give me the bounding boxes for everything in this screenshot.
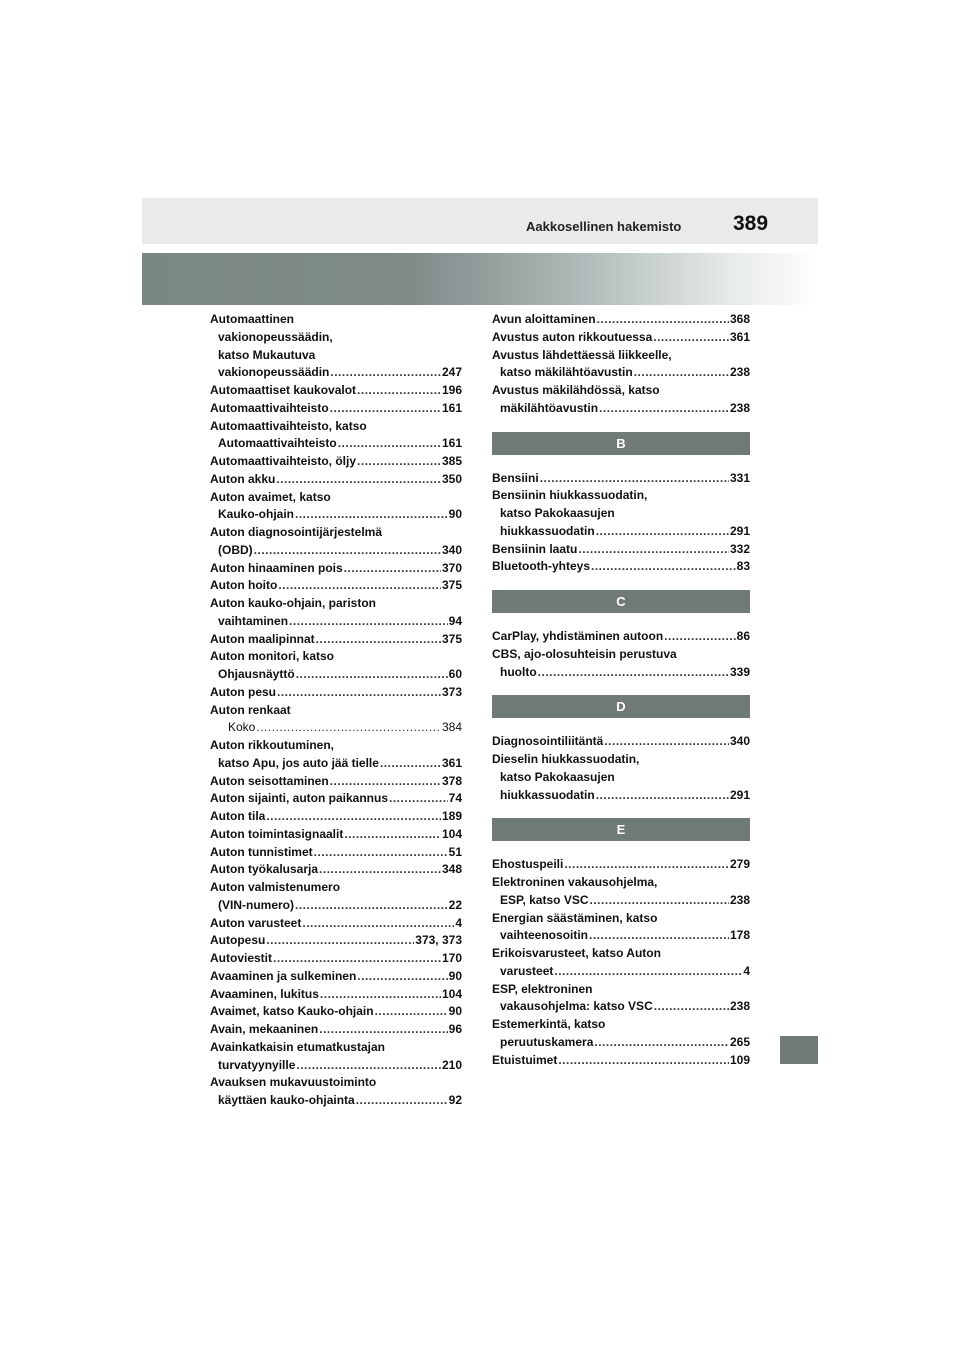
- dot-leader: [589, 927, 729, 945]
- entry-term: Koko: [228, 720, 256, 735]
- entry-term: Automaattiset kaukovalot: [210, 383, 357, 397]
- index-entry: [210, 968, 462, 986]
- entry-line: [492, 470, 750, 488]
- index-entry: [492, 470, 750, 488]
- entry-term: Avustus auton rikkoutuessa: [492, 329, 653, 344]
- entry-term: Etuistuimet: [492, 1052, 558, 1067]
- entry-term: Auton akku: [210, 471, 276, 486]
- letter-heading: B: [492, 432, 750, 455]
- dot-leader: [558, 1052, 729, 1070]
- entry-term: Ehostuspeili: [492, 857, 564, 872]
- index-entry: [210, 595, 462, 631]
- entry-page-ref: 361: [441, 755, 462, 770]
- index-entry: [492, 733, 750, 751]
- entry-line: [492, 558, 750, 576]
- dot-leader: [357, 968, 447, 986]
- entry-line: [210, 719, 462, 737]
- entry-term: Auton tunnistimet: [210, 844, 313, 859]
- entry-page-ref: 96: [448, 1022, 462, 1036]
- entry-page-ref: 90: [448, 1004, 462, 1019]
- entry-term: hiukkassuodatin: [500, 523, 595, 538]
- index-entry: [210, 826, 462, 844]
- entry-line: [492, 787, 750, 805]
- letter-heading: C: [492, 590, 750, 613]
- entry-page-ref: 375: [441, 578, 462, 593]
- letter-heading: E: [492, 818, 750, 841]
- entry-line: [210, 861, 462, 879]
- dot-leader: [266, 932, 414, 950]
- index-entry: [210, 844, 462, 862]
- entry-term: Bensiini: [492, 470, 539, 485]
- entry-term: ESP, katso VSC: [500, 892, 589, 907]
- index-entry: [210, 684, 462, 702]
- index-entry: [210, 808, 462, 826]
- dot-leader: [590, 892, 729, 910]
- index-entry: [492, 382, 750, 418]
- entry-text: Avainkatkaisin etumatkustajan: [210, 1039, 385, 1054]
- entry-line: [210, 382, 462, 400]
- entry-term: varusteet: [500, 963, 554, 978]
- entry-line: [210, 542, 462, 560]
- dot-leader: [295, 897, 448, 915]
- entry-text: Avauksen mukavuustoiminto: [210, 1075, 377, 1090]
- index-entry: [210, 986, 462, 1004]
- entry-page-ref: 104: [441, 986, 462, 1001]
- entry-line: [492, 892, 750, 910]
- dot-leader: [596, 523, 729, 541]
- entry-term: Bensiinin laatu: [492, 541, 578, 556]
- entry-term: Autoviestit: [210, 951, 273, 965]
- entry-page-ref: 170: [441, 951, 462, 965]
- dot-leader: [319, 861, 441, 879]
- entry-line: [210, 684, 462, 702]
- entry-line: [492, 329, 750, 347]
- entry-term: (VIN-numero): [218, 897, 294, 912]
- index-column-left: [210, 311, 462, 1110]
- dot-leader: [256, 719, 441, 737]
- index-entry: [210, 400, 462, 418]
- index-entry: [492, 856, 750, 874]
- entry-term: Auton varusteet: [210, 915, 302, 930]
- dot-leader: [599, 400, 729, 418]
- entry-text: Auton rikkoutuminen,: [210, 738, 334, 752]
- dot-leader: [591, 558, 736, 576]
- index-entry: [492, 329, 750, 347]
- dot-leader: [254, 542, 441, 560]
- entry-line: [492, 628, 750, 646]
- entry-line: [492, 998, 750, 1016]
- dot-leader: [289, 613, 448, 631]
- index-entry: [492, 541, 750, 559]
- entry-page-ref: 4: [455, 915, 462, 930]
- entry-page-ref: 291: [729, 787, 750, 802]
- entry-page-ref: 339: [729, 664, 750, 679]
- letter-heading: D: [492, 695, 750, 718]
- index-entry: [492, 558, 750, 576]
- dot-leader: [356, 1092, 448, 1110]
- entry-page-ref: 94: [448, 613, 462, 628]
- entry-term: Automaattivaihteisto: [210, 400, 329, 415]
- dot-leader: [276, 471, 441, 489]
- entry-page-ref: 238: [729, 999, 750, 1014]
- entry-page-ref: 22: [448, 897, 462, 912]
- entry-page-ref: 279: [729, 857, 750, 872]
- entry-page-ref: 332: [729, 541, 750, 556]
- entry-page-ref: 331: [729, 470, 750, 485]
- entry-term: hiukkassuodatin: [500, 787, 595, 802]
- index-entry: [492, 874, 750, 910]
- dot-leader: [538, 664, 729, 682]
- dot-leader: [664, 628, 735, 646]
- dot-leader: [316, 631, 441, 649]
- entry-line: [210, 986, 462, 1004]
- entry-text: Auton diagnosointijärjestelmä: [210, 525, 383, 539]
- entry-term: Kauko-ohjain: [218, 507, 295, 522]
- dot-leader: [654, 998, 729, 1016]
- dot-leader: [273, 950, 441, 968]
- entry-page-ref: 378: [441, 773, 462, 788]
- entry-line: [492, 1034, 750, 1052]
- entry-line: [210, 560, 462, 578]
- chapter-tab-marker: [780, 1036, 818, 1064]
- dot-leader: [330, 400, 441, 418]
- entry-line: [210, 453, 462, 471]
- entry-page-ref: 196: [441, 383, 462, 397]
- index-entry: [210, 489, 462, 525]
- index-entry: [492, 628, 750, 646]
- entry-text: Dieselin hiukkassuodatin,: [492, 752, 640, 766]
- entry-line: [210, 506, 462, 524]
- entry-term: Auton tila: [210, 809, 266, 823]
- index-entry: [492, 646, 750, 682]
- entry-page-ref: 265: [729, 1034, 750, 1049]
- index-entry: [210, 737, 462, 773]
- entry-page-ref: 74: [448, 791, 462, 806]
- entry-line: [210, 613, 462, 631]
- entry-text: katso Pakokaasujen: [500, 506, 615, 520]
- index-entry: [210, 950, 462, 968]
- dot-leader: [266, 808, 441, 826]
- entry-term: Avaimet, katso Kauko-ohjain: [210, 1004, 374, 1019]
- index-entry: [210, 382, 462, 400]
- dot-leader: [302, 915, 454, 933]
- entry-term: Auton toimintasignaalit: [210, 826, 344, 841]
- entry-page-ref: 238: [729, 892, 750, 907]
- entry-term: (OBD): [218, 542, 253, 557]
- entry-term: Auton hoito: [210, 578, 278, 593]
- entry-term: Avun aloittaminen: [492, 312, 596, 326]
- dot-leader: [578, 541, 729, 559]
- dot-leader: [604, 733, 729, 751]
- index-entry: [210, 311, 462, 382]
- dot-leader: [357, 453, 441, 471]
- entry-term: Auton työkalusarja: [210, 862, 319, 877]
- entry-term: Bluetooth-yhteys: [492, 559, 591, 574]
- entry-page-ref: 361: [729, 329, 750, 344]
- entry-line: [210, 950, 462, 968]
- entry-page-ref: 368: [729, 312, 750, 326]
- entry-page-ref: 178: [729, 928, 750, 943]
- entry-page-ref: 86: [736, 629, 750, 643]
- entry-term: Ohjausnäyttö: [218, 667, 295, 681]
- index-column-right: [492, 311, 750, 1069]
- entry-term: vaihteenosoitin: [500, 928, 589, 943]
- entry-page-ref: 340: [441, 542, 462, 557]
- entry-line: [210, 364, 462, 382]
- entry-page-ref: 161: [441, 436, 462, 451]
- entry-page-ref: 350: [441, 471, 462, 486]
- dot-leader: [330, 773, 441, 791]
- index-entry: [492, 311, 750, 329]
- entry-page-ref: 370: [441, 560, 462, 575]
- dot-leader: [338, 435, 441, 453]
- entry-text: Avustus lähdettäessä liikkeelle,: [492, 347, 672, 362]
- decorative-gradient-bar: [142, 253, 818, 305]
- entry-line: [210, 790, 462, 808]
- entry-page-ref: 90: [448, 968, 462, 983]
- index-entry: [210, 773, 462, 791]
- entry-term: peruutuskamera: [500, 1034, 594, 1049]
- entry-text: Auton avaimet, katso: [210, 489, 331, 504]
- entry-page-ref: 60: [448, 667, 462, 681]
- index-entry: [492, 347, 750, 383]
- entry-line: [210, 773, 462, 791]
- entry-text: Avustus mäkilähdössä, katso: [492, 383, 660, 397]
- entry-page-ref: 210: [441, 1057, 462, 1072]
- dot-leader: [653, 329, 729, 347]
- dot-leader: [564, 856, 729, 874]
- header-band: [142, 198, 818, 244]
- entry-line: [210, 844, 462, 862]
- dot-leader: [357, 382, 441, 400]
- entry-term: CarPlay, yhdistäminen autoon: [492, 629, 664, 643]
- entry-term: mäkilähtöavustin: [500, 400, 599, 415]
- index-entry: [492, 945, 750, 981]
- dot-leader: [597, 311, 729, 329]
- entry-page-ref: 4: [743, 963, 750, 978]
- dot-leader: [596, 787, 729, 805]
- entry-line: [210, 1003, 462, 1021]
- dot-leader: [278, 577, 441, 595]
- dot-leader: [344, 826, 441, 844]
- index-entry: [210, 861, 462, 879]
- dot-leader: [594, 1034, 729, 1052]
- entry-text: katso Pakokaasujen: [500, 769, 615, 784]
- page-number: 389: [733, 212, 769, 235]
- entry-line: [492, 523, 750, 541]
- entry-line: [210, 1092, 462, 1110]
- index-entry: [210, 932, 462, 950]
- entry-term: Auton pesu: [210, 684, 276, 699]
- entry-page-ref: 104: [441, 826, 462, 841]
- entry-term: Avaaminen ja sulkeminen: [210, 968, 357, 983]
- index-entry: [210, 577, 462, 595]
- index-entry: [210, 560, 462, 578]
- entry-page-ref: 373, 373: [415, 933, 462, 948]
- index-entry: [210, 702, 462, 738]
- entry-page-ref: 109: [729, 1052, 750, 1067]
- entry-line: [210, 968, 462, 986]
- entry-page-ref: 291: [729, 523, 750, 538]
- index-entry: [492, 910, 750, 946]
- entry-line: [210, 400, 462, 418]
- entry-page-ref: 348: [441, 862, 462, 877]
- entry-text: Auton kauko-ohjain, pariston: [210, 596, 377, 610]
- entry-line: [210, 915, 462, 933]
- entry-line: [492, 364, 750, 382]
- dot-leader: [389, 790, 448, 808]
- dot-leader: [296, 1057, 441, 1075]
- index-entry: [210, 453, 462, 471]
- entry-line: [492, 963, 750, 981]
- dot-leader: [295, 506, 448, 524]
- entry-line: [210, 826, 462, 844]
- entry-line: [210, 577, 462, 595]
- entry-term: Automaattivaihteisto, öljy: [210, 454, 357, 468]
- entry-term: Automaattivaihteisto: [218, 436, 337, 451]
- dot-leader: [634, 364, 729, 382]
- dot-leader: [296, 666, 448, 684]
- entry-term: katso Apu, jos auto jää tielle: [218, 755, 379, 770]
- entry-page-ref: 384: [441, 720, 462, 735]
- entry-text: Energian säästäminen, katso: [492, 910, 658, 925]
- entry-term: Avain, mekaaninen: [210, 1022, 319, 1036]
- entry-term: vaihtaminen: [218, 613, 289, 628]
- entry-term: Diagnosointiliitäntä: [492, 734, 604, 749]
- entry-text: ESP, elektroninen: [492, 981, 593, 996]
- index-entry: [210, 631, 462, 649]
- entry-line: [210, 932, 462, 950]
- entry-line: [492, 311, 750, 329]
- dot-leader: [320, 986, 441, 1004]
- entry-line: [210, 435, 462, 453]
- entry-page-ref: 161: [441, 400, 462, 415]
- entry-page-ref: 83: [736, 559, 750, 574]
- entry-text: Automaattinen: [210, 312, 294, 326]
- entry-term: käyttäen kauko-ohjainta: [218, 1093, 355, 1107]
- entry-text: Auton valmistenumero: [210, 880, 341, 894]
- entry-term: Auton hinaaminen pois: [210, 560, 343, 575]
- entry-text: katso Mukautuva: [218, 347, 316, 362]
- entry-page-ref: 238: [729, 365, 750, 380]
- index-entry: [210, 648, 462, 684]
- entry-line: [210, 808, 462, 826]
- entry-text: Bensiinin hiukkassuodatin,: [492, 488, 648, 503]
- entry-line: [492, 664, 750, 682]
- index-entry: [210, 471, 462, 489]
- entry-term: vakionopeussäädin: [218, 365, 330, 380]
- dot-leader: [380, 755, 441, 773]
- entry-line: [492, 733, 750, 751]
- index-entry: [492, 751, 750, 804]
- entry-page-ref: 247: [441, 365, 462, 380]
- dot-leader: [375, 1003, 448, 1021]
- entry-page-ref: 92: [448, 1093, 462, 1107]
- index-entry: [210, 1074, 462, 1110]
- entry-line: [210, 471, 462, 489]
- entry-line: [492, 541, 750, 559]
- entry-term: katso mäkilähtöavustin: [500, 365, 633, 380]
- entry-text: Auton renkaat: [210, 702, 291, 717]
- entry-page-ref: 385: [441, 454, 462, 468]
- entry-text: Auton monitori, katso: [210, 649, 334, 664]
- entry-line: [492, 856, 750, 874]
- dot-leader: [314, 844, 448, 862]
- entry-term: Auton maalipinnat: [210, 631, 315, 646]
- entry-term: Avaaminen, lukitus: [210, 986, 319, 1001]
- entry-text: Elektroninen vakausohjelma,: [492, 875, 658, 889]
- entry-text: Erikoisvarusteet, katso Auton: [492, 946, 661, 960]
- index-entry: [210, 524, 462, 560]
- entry-page-ref: 373: [441, 684, 462, 699]
- index-entry: [492, 1016, 750, 1052]
- index-entry: [210, 790, 462, 808]
- entry-line: [492, 1052, 750, 1070]
- index-entry: [492, 981, 750, 1017]
- index-entry: [210, 1003, 462, 1021]
- entry-term: turvatyynyille: [218, 1057, 296, 1072]
- index-entry: [210, 879, 462, 915]
- index-entry: [492, 487, 750, 540]
- entry-line: [210, 1057, 462, 1075]
- entry-text: Automaattivaihteisto, katso: [210, 418, 367, 433]
- index-entry: [210, 418, 462, 454]
- entry-line: [210, 631, 462, 649]
- entry-page-ref: 375: [441, 631, 462, 646]
- entry-line: [210, 666, 462, 684]
- dot-leader: [319, 1021, 447, 1039]
- entry-line: [492, 927, 750, 945]
- dot-leader: [277, 684, 441, 702]
- entry-term: huolto: [500, 664, 537, 679]
- index-entry: [210, 1021, 462, 1039]
- dot-leader: [540, 470, 729, 488]
- dot-leader: [554, 963, 742, 981]
- entry-line: [210, 755, 462, 773]
- index-entry: [210, 1039, 462, 1075]
- entry-line: [210, 897, 462, 915]
- entry-term: Auton sijainti, auton paikannus: [210, 791, 389, 806]
- section-title: Aakkosellinen hakemisto: [526, 219, 682, 234]
- index-entry: [210, 915, 462, 933]
- entry-line: [492, 400, 750, 418]
- entry-page-ref: 51: [448, 844, 462, 859]
- entry-text: Estemerkintä, katso: [492, 1017, 606, 1031]
- entry-term: Auton seisottaminen: [210, 773, 329, 788]
- dot-leader: [344, 560, 441, 578]
- entry-text: CBS, ajo-olosuhteisin perustuva: [492, 646, 677, 661]
- entry-term: vakausohjelma: katso VSC: [500, 999, 653, 1014]
- index-entry: [492, 1052, 750, 1070]
- entry-page-ref: 90: [448, 507, 462, 522]
- entry-line: [210, 1021, 462, 1039]
- dot-leader: [330, 364, 441, 382]
- entry-text: vakionopeussäädin,: [218, 329, 333, 344]
- entry-page-ref: 340: [729, 734, 750, 749]
- entry-page-ref: 238: [729, 400, 750, 415]
- entry-page-ref: 189: [441, 809, 462, 823]
- entry-term: Autopesu: [210, 933, 266, 948]
